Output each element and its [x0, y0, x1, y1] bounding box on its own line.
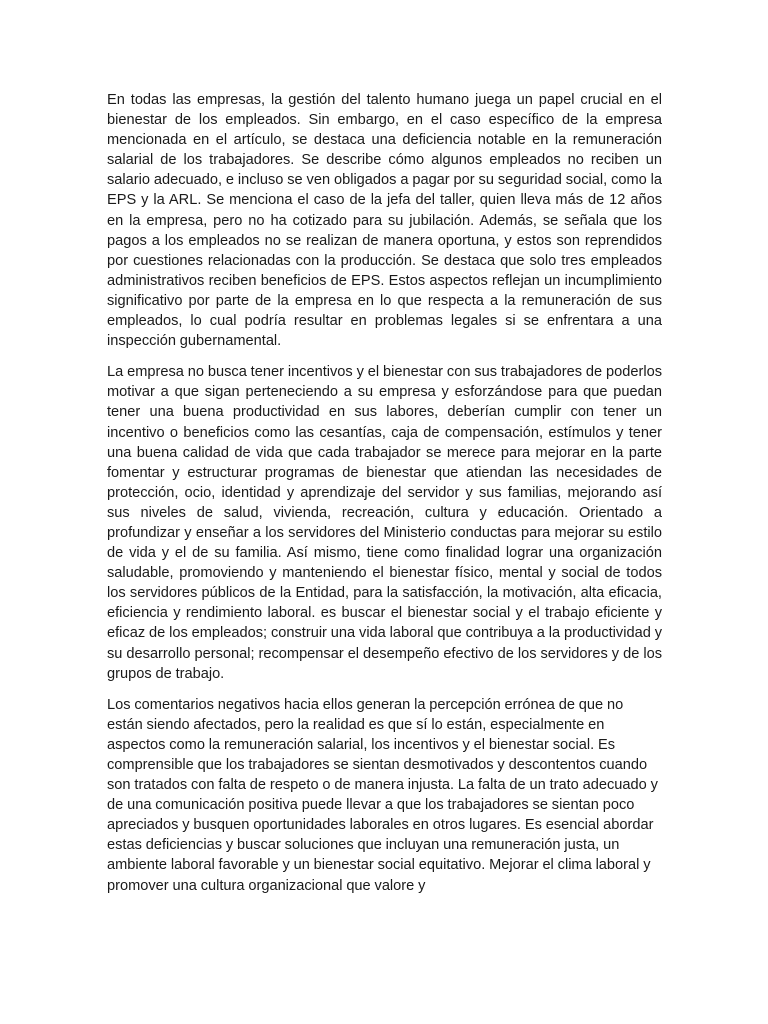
paragraph-remuneracion: En todas las empresas, la gestión del talento humano juega un papel crucial en el bienestar de los empleados. Sin embargo, en el caso específico de la empresa mencionada en el artículo, se destaca una deficiencia notable en la remuneración salarial de los trabajadores. Se describe cómo algunos empleados no reciben un salario adecuado, e incluso se ven obligados a pagar por su seguridad social, como la EPS y la ARL. Se menciona el caso de la jefa del taller, quien lleva más de 12 años en la empresa, pero no ha cotizado para su jubilación. Además, se señala que los pagos a los empleados no se realizan de manera oportuna, y estos son reprendidos por cuestiones relacionadas con la producción. Se destaca que solo tres empleados administrativos reciben beneficios de EPS. Estos aspectos reflejan un incumplimiento significativo por parte de la empresa en lo que respecta a la remuneración de sus empleados, lo cual podría resultar en problemas legales si se enfrentara a una inspección gubernamental.: [107, 92, 662, 350]
paragraph-incentivos: La empresa no busca tener incentivos y el bienestar con sus trabajadores de poderlos motivar a que sigan perteneciendo a su empresa y esforzándose para que puedan tener una buena productividad en sus labores, deberían cumplir con tener un incentivo o beneficios como las cesantías, caja de compensación, estímulos y tener una buena calidad de vida que cada trabajador se merece para mejorar en la parte fomentar y estructurar programas de bienestar que atiendan las necesidades de protección, ocio, identidad y aprendizaje del servidor y sus familias, mejorando así sus niveles de salud, vivienda, recreación, cultura y educación. Orientado a profundizar y enseñar a los servidores del Ministerio conductas para mejorar su estilo de vida y el de su familia. Así mismo, tiene como finalidad lograr una organización saludable, promoviendo y manteniendo el bienestar físico, mental y social de todos los servidores públicos de la Entidad, para la satisfacción, la motivación, alta eficacia, eficiencia y rendimiento laboral. es buscar el bienestar social y el trabajo eficiente y eficaz de los empleados; construir una vida laboral que contribuya a la productividad y su desarrollo personal; recompensar el desempeño efectivo de los servidores y de los grupos de trabajo.: [107, 364, 662, 682]
document-body: [107, 90, 662, 896]
paragraph-comentarios: Los comentarios negativos hacia ellos generan la percepción errónea de que no están siendo afectados, pero la realidad es que sí lo están, especialmente en aspectos como la remuneración salarial, los incentivos y el bienestar social. Es comprensible que los trabajadores se sientan desmotivados y descontentos cuando son tratados con falta de respeto o de manera injusta. La falta de un trato adecuado y de una comunicación positiva puede llevar a que los trabajadores se sientan poco apreciados y busquen oportunidades laborales en otros lugares. Es esencial abordar estas deficiencias y buscar soluciones que incluyan una remuneración justa, un ambiente laboral favorable y un bienestar social equitativo. Mejorar el clima laboral y promover una cultura organizacional que valore y: [107, 696, 658, 894]
